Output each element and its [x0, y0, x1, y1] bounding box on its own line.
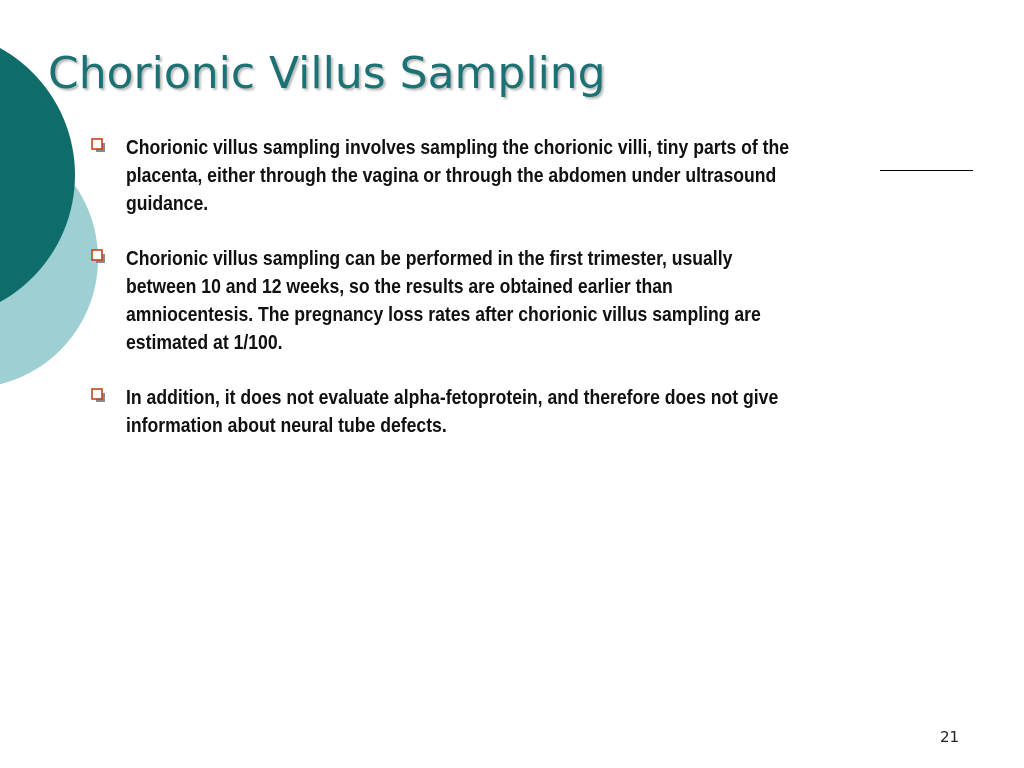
hollow-square-bullet-icon [91, 388, 105, 402]
bullet-item [88, 134, 923, 218]
bullet-line: information about neural tube defects. [126, 415, 447, 437]
bullet-line: between 10 and 12 weeks, so the results are obtained earlier than [126, 276, 673, 298]
bullet-line: guidance. [126, 193, 209, 215]
bullet-line: estimated at 1/100. [126, 332, 283, 354]
bullet-text [126, 384, 918, 440]
bullet-line: placenta, either through the vagina or through the abdomen under ultrasound [126, 165, 777, 187]
bullet-text [126, 245, 918, 357]
hollow-square-bullet-icon [91, 138, 105, 152]
bullet-list [88, 134, 923, 467]
bullet-line: amniocentesis. The pregnancy loss rates after chorionic villus sampling are [126, 304, 761, 326]
bullet-item [88, 245, 923, 357]
bullet-line: In addition, it does not evaluate alpha-fetoprotein, and therefore does not give [126, 387, 779, 409]
hollow-square-bullet-icon [91, 249, 105, 263]
bullet-text [126, 134, 918, 218]
slide-title: Chorionic Villus Sampling [48, 48, 606, 99]
page-number: 21 [940, 728, 960, 746]
bullet-line: Chorionic villus sampling involves sampling the chorionic villi, tiny parts of the [126, 137, 790, 159]
bullet-line: Chorionic villus sampling can be performed in the first trimester, usually [126, 248, 733, 270]
bullet-item [88, 384, 923, 440]
